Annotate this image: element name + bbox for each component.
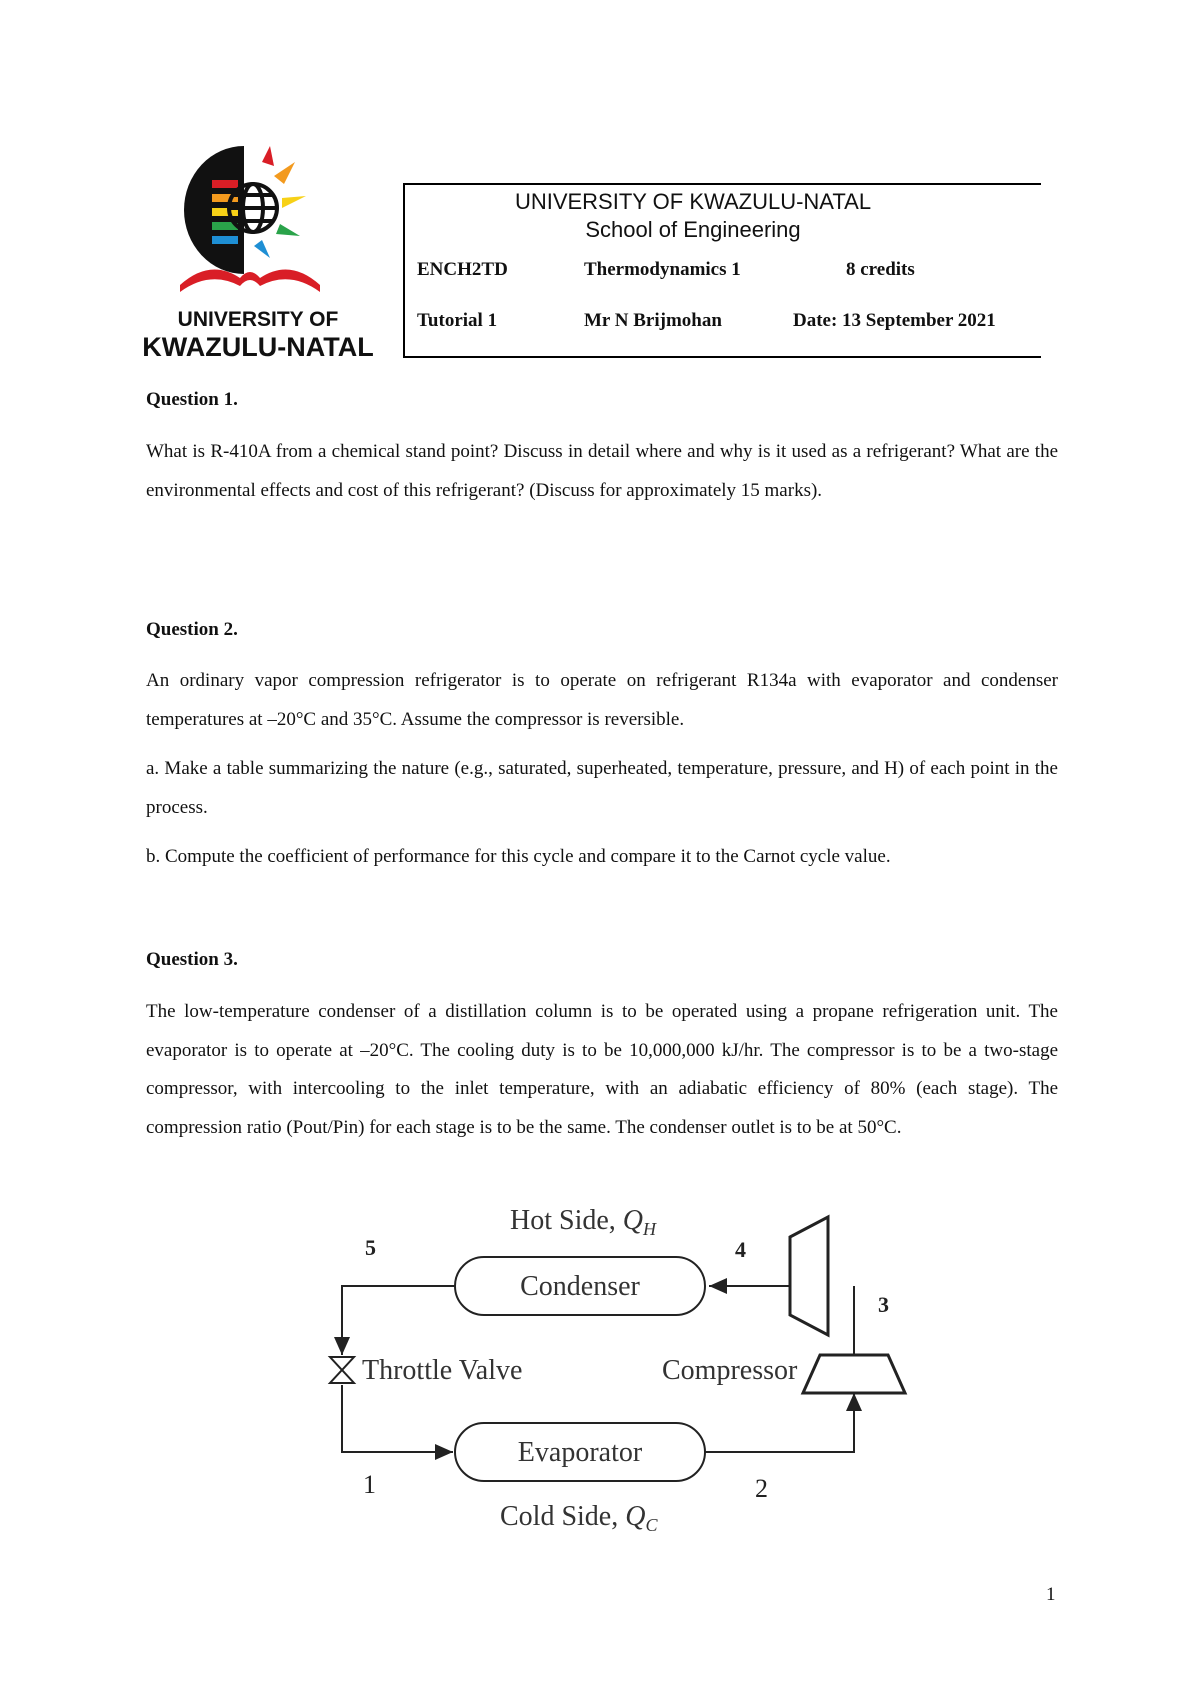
- upper-compressor-icon: [790, 1217, 828, 1335]
- line-2: [705, 1393, 854, 1452]
- tutorial-number: Tutorial 1: [417, 310, 498, 331]
- throttle-valve-icon: [330, 1357, 354, 1383]
- logo-line2: KWAZULU-NATAL: [142, 332, 374, 362]
- tutorial-date: Date: 13 September 2021: [793, 310, 996, 331]
- logo-ray-blue: [254, 240, 270, 258]
- point-3: 3: [878, 1292, 889, 1317]
- question-2-intro: An ordinary vapor compression refrigerator is to operate on refrigerant R134a with evaporator and condenser temperatures at –20°C and 35°C. Assume the compressor is reversible.: [146, 670, 1058, 730]
- logo-ray-green: [276, 224, 300, 236]
- logo-ray-orange: [274, 162, 295, 184]
- compressor-label: Compressor: [662, 1355, 798, 1386]
- logo-line1: UNIVERSITY OF: [177, 308, 339, 331]
- hot-side-label: Hot Side, $Q_H$: [510, 1205, 657, 1239]
- line-5: [342, 1286, 455, 1355]
- logo-globe: [229, 184, 277, 232]
- point-5: 5: [365, 1235, 376, 1260]
- point-1: 1: [363, 1470, 376, 1499]
- condenser-label: Condenser: [520, 1271, 640, 1302]
- question-3-text: The low-temperature condenser of a distillation column is to be operated using a propane refrigeration unit. The evaporator is to operate at –20°C. The cooling duty is to be 10,000,000 kJ/hr. The compressor is to be a two-stage compressor, with intercooling to the inlet temperature, with an adiabatic efficiency of 80% (each stage). The compression ratio (Pout/Pin) for each stage is to be the same. The condenser outlet is to be at 50°C.: [146, 1001, 1058, 1138]
- question-2-part-b: b. Compute the coefficient of performance for this cycle and compare it to the Carnot cycle value.: [146, 846, 891, 867]
- course-code: ENCH2TD: [417, 259, 508, 280]
- course-credits: 8 credits: [846, 259, 915, 280]
- page-number: 1: [1046, 1584, 1056, 1605]
- throttle-valve-label: Throttle Valve: [362, 1355, 523, 1386]
- course-name: Thermodynamics 1: [584, 259, 741, 280]
- question-3-heading: Question 3.: [146, 949, 238, 970]
- ukzn-logo: [140, 140, 380, 362]
- question-1-heading: Question 1.: [146, 389, 238, 410]
- logo-ray-red: [262, 146, 274, 166]
- logo-book: [180, 269, 320, 292]
- university-title: UNIVERSITY OF KWAZULU-NATAL: [514, 189, 872, 214]
- point-4: 4: [735, 1237, 746, 1262]
- refrigeration-cycle-diagram: [325, 1195, 945, 1540]
- question-1-text: What is R-410A from a chemical stand point? Discuss in detail where and why is it used as a refrigerant? What are the environmental effects and cost of this refrigerant? (Discuss for approximately 15 marks).: [146, 441, 1058, 501]
- logo-bar-blue: [212, 236, 238, 244]
- evaporator-label: Evaporator: [517, 1437, 643, 1468]
- question-2-heading: Question 2.: [146, 619, 238, 640]
- question-2-part-a: a. Make a table summarizing the nature (e.g., saturated, superheated, temperature, pressure, and H) of each point in the process.: [146, 758, 1058, 818]
- cold-side-label: Cold Side, $Q_C$: [500, 1501, 658, 1535]
- lecturer-name: Mr N Brijmohan: [584, 310, 722, 331]
- logo-ray-yellow: [282, 196, 306, 208]
- line-1: [342, 1385, 453, 1452]
- compressor-icon: [803, 1355, 905, 1393]
- school-title: School of Engineering: [585, 217, 801, 242]
- point-2: 2: [755, 1474, 768, 1503]
- logo-bar-red: [212, 180, 238, 188]
- course-header-box: [403, 183, 1041, 358]
